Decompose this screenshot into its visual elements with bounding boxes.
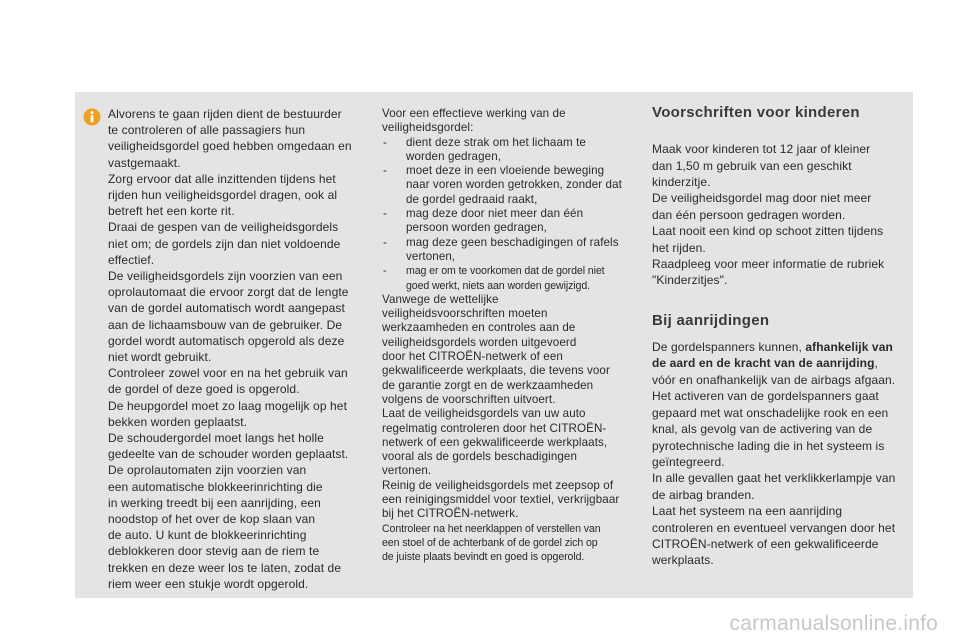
children-line: "Kinderzitjes".: [652, 273, 728, 288]
collision-line: knal, als gevolg van de activering van de: [652, 422, 873, 437]
info-note-line: aan de lichaamsbouw van de gebruiker. De: [108, 317, 343, 332]
collision-text: [652, 339, 906, 569]
children-line: kinderzitje.: [652, 175, 711, 190]
children-line: dan 1,50 m gebruik van een geschikt: [652, 158, 852, 173]
info-note-line: bekken worden geplaatst.: [108, 414, 248, 429]
info-note-line: van de gordel automatisch wordt aangepast: [108, 301, 345, 316]
collision-line: gepaard met wat onschadelijke rook en een: [652, 405, 889, 420]
collision-line: CITROËN-netwerk of een gekwalificeerde: [652, 536, 879, 551]
maintenance-line: Vanwege de wettelijke: [382, 292, 499, 306]
info-note-line: effectief.: [108, 252, 155, 267]
maintenance-line: werkzaamheden en controles aan de: [382, 321, 576, 335]
usage-bullet-line: - mag er om te voorkomen dat de gordel niet: [406, 265, 605, 278]
usage-bullet-line: de gordel gedraaid raakt,: [406, 192, 538, 206]
info-note-line: riem weer een stukje wordt opgerold.: [108, 576, 309, 591]
info-note-line: vastgemaakt.: [108, 155, 181, 170]
usage-bullet-line: - moet deze in een vloeiende beweging: [406, 164, 605, 178]
usage-bullet-line: - mag deze geen beschadigingen of rafels: [406, 235, 619, 249]
children-line: Raadpleeg voor meer informatie de rubriek: [652, 257, 885, 272]
usage-bullet-line: vertonen,: [406, 249, 456, 263]
watermark: carmanualsonline.info: [729, 612, 938, 635]
usage-bullet: [382, 164, 638, 207]
maintenance-line: Reinig de veiligheidsgordels met zeepsop of: [382, 478, 614, 492]
maintenance-line: vooral als de gordels beschadigingen: [382, 450, 578, 464]
collision-line: pyrotechnische lading die in het systeem is: [652, 438, 885, 453]
info-note-line: de auto. U kunt de blokkeerinrichting: [108, 528, 307, 543]
maintenance-line: netwerk of een gekwalificeerde werkplaats,: [382, 435, 608, 449]
children-line: Maak voor kinderen tot 12 jaar of kleiner: [652, 142, 871, 157]
maintenance-line: gekwalificeerde werkplaats, die tevens voor: [382, 364, 610, 378]
usage-bullet-line: goed werkt, niets aan worden gewijzigd.: [406, 279, 590, 292]
info-note-line: veiligheidsgordel goed hebben omgedaan en: [108, 139, 352, 154]
children-text: [652, 141, 906, 289]
collision-line: geïntegreerd.: [652, 454, 725, 469]
info-note-line: trekken en deze weer los te laten, zodat de: [108, 560, 342, 575]
info-note-line: betreft het een korte rit.: [108, 204, 235, 219]
usage-bullet-line: - dient deze strak om het lichaam te: [406, 135, 586, 149]
usage-bullet: [382, 136, 638, 165]
info-note-line: deblokkeren door stevig aan de riem te: [108, 544, 320, 559]
maintenance-line: veiligheidsvoorschriften moeten: [382, 307, 548, 321]
usage-intro-line: Voor een effectieve werking van de: [382, 107, 566, 120]
maintenance-line: veiligheidsgordels worden uitgevoerd: [382, 335, 577, 349]
maintenance-line: een reinigingsmiddel voor textiel, verkrijgbaar: [382, 493, 620, 507]
collision-heading: Bij aanrijdingen: [652, 311, 770, 329]
seat-adjust-note: [382, 522, 638, 565]
collision-line: Het activeren van de gordelspanners gaat: [652, 389, 879, 404]
maintenance-paragraph: [382, 293, 638, 522]
info-note-line: in werking treedt bij een aanrijding, een: [108, 495, 321, 510]
children-line: dan één persoon gedragen worden.: [652, 207, 846, 222]
collision-line: vóór en onafhankelijk van de airbags afgaan.: [652, 372, 896, 387]
children-line: De veiligheidsgordel mag door niet meer: [652, 191, 872, 206]
info-note-line: Draai de gespen van de veiligheidsgordels: [108, 220, 339, 235]
info-note-line: te controleren of alle passagiers hun: [108, 123, 306, 138]
usage-intro-line: veiligheidsgordel:: [382, 121, 474, 135]
belt-usage-column: [382, 107, 638, 565]
info-note-text: [108, 106, 370, 592]
info-note-line: De veiligheidsgordels zijn voorzien van een: [108, 269, 343, 284]
children-line: Laat nooit een kind op schoot zitten tijdens: [652, 224, 884, 239]
info-icon: [83, 108, 101, 126]
collision-line: controleren en eventueel vervangen door het: [652, 520, 896, 535]
maintenance-line: de garantie zorgt en de werkzaamheden: [382, 378, 594, 392]
info-note-line: De schoudergordel moet langs het holle: [108, 431, 324, 446]
info-note-line: noodstop of het over de kop slaan van: [108, 512, 316, 527]
collision-line: de aard en de kracht van de aanrijding,: [652, 356, 878, 371]
usage-intro: [382, 107, 638, 136]
info-note-line: gordel wordt automatisch opgerold als deze: [108, 333, 345, 348]
collision-line: In alle gevallen gaat het verklikkerlampje van: [652, 471, 896, 486]
usage-bullet-line: naar voren worden getrokken, zonder dat: [406, 178, 622, 192]
info-note-line: De oprolautomaten zijn voorzien van: [108, 463, 307, 478]
collision-line: De gordelspanners kunnen, afhankelijk van: [652, 340, 893, 355]
info-note-line: de gordel of deze goed is opgerold.: [108, 382, 300, 397]
info-note-line: Alvorens te gaan rijden dient de bestuurder: [108, 107, 342, 121]
seat-adjust-line: de juiste plaats bevindt en goed is opgerold.: [382, 551, 585, 564]
seat-adjust-line: een stoel of de achterbank of de gordel zich op: [382, 536, 598, 549]
usage-bullet-line: persoon worden gedragen,: [406, 221, 547, 235]
collision-line: werkplaats.: [652, 553, 714, 568]
maintenance-line: bij het CITROËN-netwerk.: [382, 507, 519, 521]
info-note-line: De heupgordel moet zo laag mogelijk op het: [108, 398, 348, 413]
usage-bullet: [382, 207, 638, 236]
maintenance-line: door het CITROËN-netwerk of een: [382, 350, 563, 364]
maintenance-line: vertonen.: [382, 464, 432, 478]
maintenance-line: Laat de veiligheidsgordels van uw auto: [382, 407, 586, 421]
usage-bullet-line: - mag deze door niet meer dan één: [406, 207, 584, 221]
usage-bullet-list: [382, 136, 638, 293]
info-note-line: niet wordt gebruikt.: [108, 350, 212, 365]
info-note-line: Zorg ervoor dat alle inzittenden tijdens het: [108, 171, 336, 186]
usage-bullet: [382, 236, 638, 265]
children-heading: Voorschriften voor kinderen: [652, 104, 860, 121]
maintenance-line: regelmatig controleren door het CITROËN-: [382, 421, 607, 435]
collision-line: de airbag branden.: [652, 487, 755, 502]
usage-bullet: [382, 264, 638, 293]
maintenance-line: volgens de voorschriften uitvoert.: [382, 392, 556, 406]
info-note-line: niet om; de gordels zijn dan niet voldoende: [108, 236, 341, 251]
info-note-line: gedeelte van de schouder worden geplaatst.: [108, 447, 349, 462]
children-line: het rijden.: [652, 240, 706, 255]
info-note-line: oprolautomaat die ervoor zorgt dat de lengte: [108, 285, 349, 300]
usage-bullet-line: worden gedragen,: [406, 149, 502, 163]
info-note-line: een automatische blokkeerinrichting die: [108, 479, 323, 494]
right-column: [652, 105, 906, 569]
info-note-line: Controleer zowel voor en na het gebruik van: [108, 366, 348, 381]
info-note-line: rijden hun veiligheidsgordel dragen, ook al: [108, 188, 338, 203]
seat-adjust-line: Controleer na het neerklappen of verstellen van: [382, 522, 601, 535]
collision-line: Laat het systeem na een aanrijding: [652, 504, 843, 519]
